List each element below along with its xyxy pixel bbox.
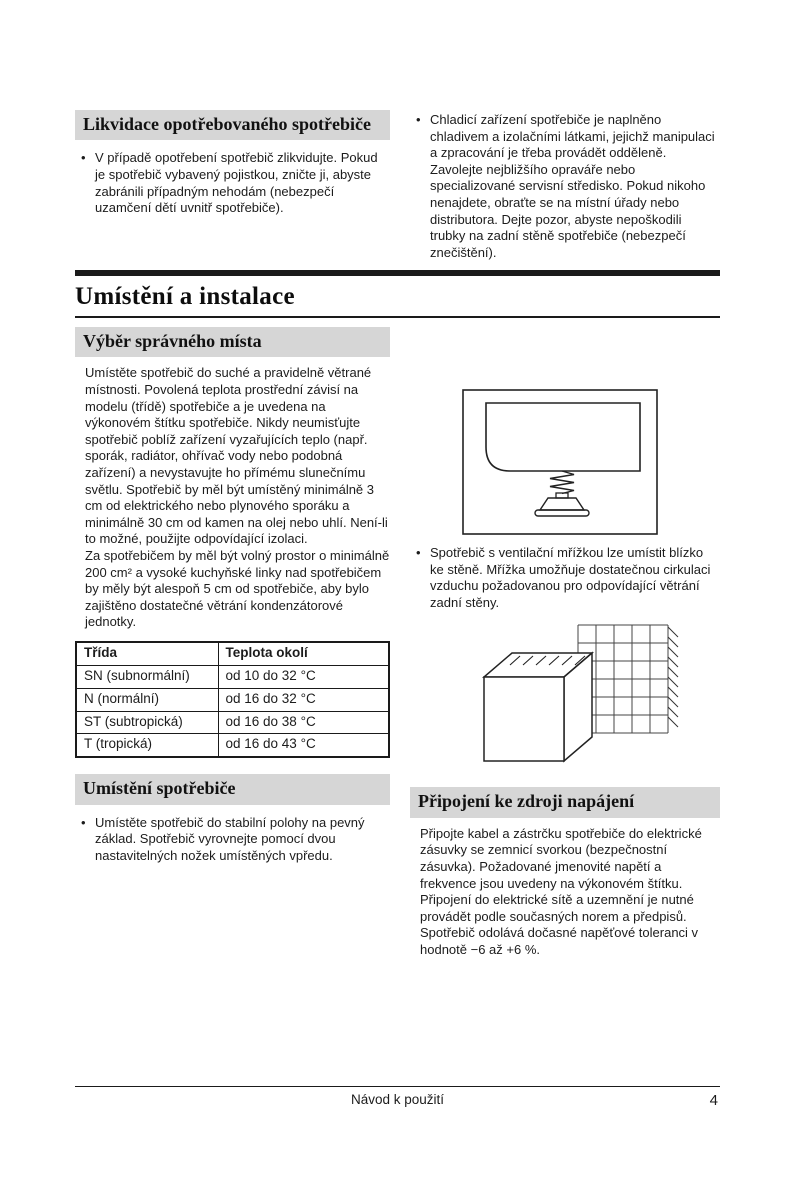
section-divider xyxy=(75,270,720,276)
cooling-note-column xyxy=(410,110,720,261)
location-paragraph-1: Umístěte spotřebič do suché a pravidelně větrané místnosti. Povolená teplota prostřední závisí na modelu (třídě) spotřebiče a je uvedena na výkonovém štítku spotřebiče. Nikdy neumisťujte spotřebič poblíž zařízení vyzařujících teplo (např. sporák, radiátor, ohřívač vody nebo podobná zařízení) a nevystavujte ho přímému slunečnímu světlu. Spotřebič by měl být umístěný minimálně 3 cm od elektrického nebo plynového sporáku a minimálně 30 cm od kamen na olej nebo uhlí. Není-li to možné, použijte odpovídající izolaci. xyxy=(85,365,388,547)
figure-adjustable-foot xyxy=(462,389,658,535)
climate-class-cell: ST (subtropická) xyxy=(76,711,218,734)
installation-section xyxy=(75,327,720,959)
location-heading: Výběr správného místa xyxy=(75,327,390,357)
installation-right-column xyxy=(410,327,720,959)
section-title-underline xyxy=(75,316,720,318)
figure-wall-clearance xyxy=(466,621,681,771)
climate-table-header-class: Třída xyxy=(76,642,218,665)
footer-label: Návod k použití xyxy=(350,1092,445,1107)
table-row xyxy=(76,688,389,711)
placement-heading: Umístění spotřebiče xyxy=(75,774,390,804)
page-content xyxy=(75,110,720,959)
ventilation-list xyxy=(410,545,720,611)
wall-clearance-illustration xyxy=(466,621,681,771)
cooling-note-bullet: • Chladicí zařízení spotřebiče je naplněno chladivem a izolačními látkami, jejichž manipulaci a zpracování je třeba provádět odděleně. Zavolejte nejbližšího opraváře nebo specializované servisní středisko. Pokud nikoho nenajdete, obraťte se na místní úřady nebo distributora. Dejte pozor, abyste nepoškodili trubky na zadní stěně spotřebiče (nebezpečí znečištění). xyxy=(416,112,720,261)
disposal-list xyxy=(75,150,390,216)
climate-temp-cell: od 16 do 38 °C xyxy=(218,711,389,734)
location-paragraph-2: Za spotřebičem by měl být volný prostor o minimálně 200 cm² a vysoké kuchyňské linky nad spotřebičem by měly být alespoň 5 cm od spotřebiče, aby bylo zajištěno dostatečné větrání kondenzátorové jednotky. xyxy=(85,548,390,630)
climate-table-header-temp: Teplota okolí xyxy=(218,642,389,665)
power-heading: Připojení ke zdroji napájení xyxy=(410,787,720,817)
disposal-heading: Likvidace opotřebovaného spotřebiče xyxy=(75,110,390,140)
climate-class-cell: T (tropická) xyxy=(76,734,218,757)
table-row xyxy=(76,734,389,757)
climate-temp-cell: od 16 do 43 °C xyxy=(218,734,389,757)
power-paragraph: Připojte kabel a zástrčku spotřebiče do elektrické zásuvky se zemnicí svorkou (bezpečnostní zásuvka). Požadované jmenovité napětí a frekvence jsou uvedeny na výkonovém štítku. Připojení do elektrické sítě a uzemnění je nutné provádět podle současných norem a předpisů. Spotřebič odolává dočasné napěťové toleranci v hodnotě −6 až +6 %. xyxy=(420,825,702,958)
climate-class-table xyxy=(75,641,390,758)
page-footer xyxy=(75,1086,720,1107)
ventilation-bullet: • Spotřebič s ventilační mřížkou lze umístit blízko ke stěně. Mřížka umožňuje dostatečnou cirkulaci vzduchu požadovanou pro odpovídající větrání zadní stěny. xyxy=(416,545,720,611)
climate-temp-cell: od 16 do 32 °C xyxy=(218,688,389,711)
section-title: Umístění a instalace xyxy=(75,283,295,311)
table-row xyxy=(76,665,389,688)
climate-class-cell: N (normální) xyxy=(76,688,218,711)
climate-temp-cell: od 10 do 32 °C xyxy=(218,665,389,688)
installation-left-column xyxy=(75,327,390,864)
page-number: 4 xyxy=(709,1092,718,1109)
table-row xyxy=(76,711,389,734)
cooling-note-list xyxy=(410,112,720,261)
climate-table-header-row xyxy=(76,642,389,665)
adjustable-foot-illustration xyxy=(462,389,658,535)
climate-class-cell: SN (subnormální) xyxy=(76,665,218,688)
disposal-section xyxy=(75,110,720,261)
disposal-column xyxy=(75,110,390,217)
placement-bullet: • Umístěte spotřebič do stabilní polohy na pevný základ. Spotřebič vyrovnejte pomocí dvou nastavitelných nožek umístěných vpředu. xyxy=(81,815,390,865)
placement-list xyxy=(75,815,390,865)
disposal-bullet: • V případě opotřebení spotřebič zlikvidujte. Pokud je spotřebič vybavený pojistkou, zničte ji, abyste zabránili případným nehodám (nebezpečí uzamčení dětí uvnitř spotřebiče). xyxy=(81,150,390,216)
